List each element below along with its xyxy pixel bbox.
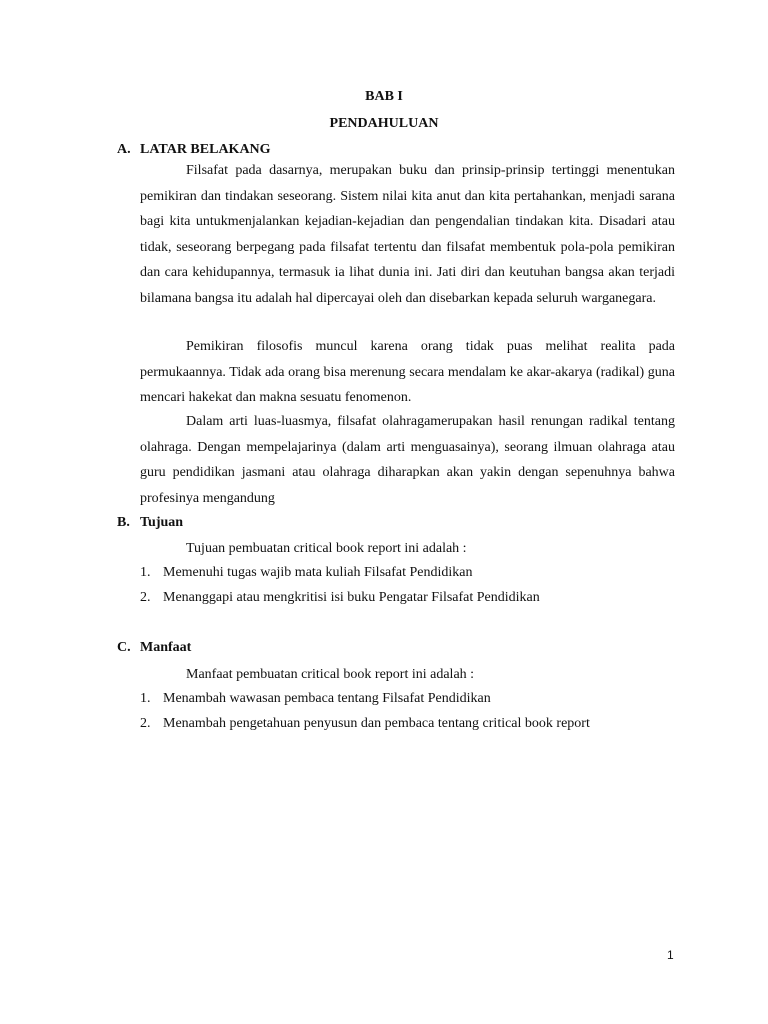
list-item bbox=[140, 590, 540, 606]
section-a-paragraph-2: Pemikiran filosofis muncul karena orang tidak puas melihat realita pada permukaannya. Tidak ada orang bisa merenung secara mendalam ke akar-akarya (radikal) guna mencari hakekat dan makna sesuatu fenomenon. bbox=[140, 339, 675, 405]
list-item bbox=[140, 565, 473, 581]
list-item-text: Memenuhi tugas wajib mata kuliah Filsafat Pendidikan bbox=[163, 565, 473, 580]
list-item bbox=[140, 716, 590, 732]
page-number: 1 bbox=[667, 948, 674, 962]
chapter-title: PENDAHULUAN bbox=[329, 116, 439, 131]
list-item-number: 1. bbox=[140, 565, 151, 580]
section-b-letter: B. bbox=[117, 515, 130, 530]
section-b-title: Tujuan bbox=[140, 515, 184, 530]
section-a-letter: A. bbox=[117, 142, 131, 157]
list-item-text: Menambah wawasan pembaca tentang Filsafat Pendidikan bbox=[163, 691, 491, 706]
list-item-number: 2. bbox=[140, 716, 151, 731]
section-c-letter: C. bbox=[117, 640, 131, 655]
section-c-intro: Manfaat pembuatan critical book report ini adalah : bbox=[186, 667, 475, 682]
section-b-intro: Tujuan pembuatan critical book report ini adalah : bbox=[186, 541, 467, 556]
section-c-title: Manfaat bbox=[140, 640, 192, 655]
section-b-heading bbox=[117, 515, 183, 531]
section-a-title: LATAR BELAKANG bbox=[140, 142, 271, 157]
list-item-text: Menambah pengetahuan penyusun dan pembaca tentang critical book report bbox=[163, 716, 590, 731]
section-a-heading bbox=[117, 142, 271, 158]
chapter-number: BAB I bbox=[365, 89, 403, 104]
section-a-paragraph-3: Dalam arti luas-luasmya, filsafat olahragamerupakan hasil renungan radikal tentang olahraga. Dengan mempelajarinya (dalam arti menguasainya), seorang ilmuan olahraga atau guru pendidikan jasmani atau olahraga diharapkan akan yakin dengan sepenuhnya bahwa profesinya mengandung bbox=[140, 414, 675, 506]
list-item-number: 1. bbox=[140, 691, 151, 706]
list-item-text: Menanggapi atau mengkritisi isi buku Pengatar Filsafat Pendidikan bbox=[163, 590, 540, 605]
list-item-number: 2. bbox=[140, 590, 151, 605]
section-a-paragraph-1: Filsafat pada dasarnya, merupakan buku dan prinsip-prinsip tertinggi menentukan pemikiran dan tindakan seseorang. Sistem nilai kita anut dan kita pertahankan, menjadi sarana bagi kita untukmenjalankan kejadian-kejadian dan pengendalian tindakan kita. Disadari atau tidak, seseorang berpegang pada filsafat tertentu dan filsafat membentuk pola-pola pemikiran dan cara kehidupannya, termasuk ia lihat dunia ini. Jati diri dan keutuhan bangsa akan terjadi bilamana bangsa itu adalah hal dipercayai oleh dan disebarkan kepada seluruh warganegara. bbox=[140, 163, 675, 306]
section-c-heading bbox=[117, 640, 191, 656]
list-item bbox=[140, 691, 491, 707]
